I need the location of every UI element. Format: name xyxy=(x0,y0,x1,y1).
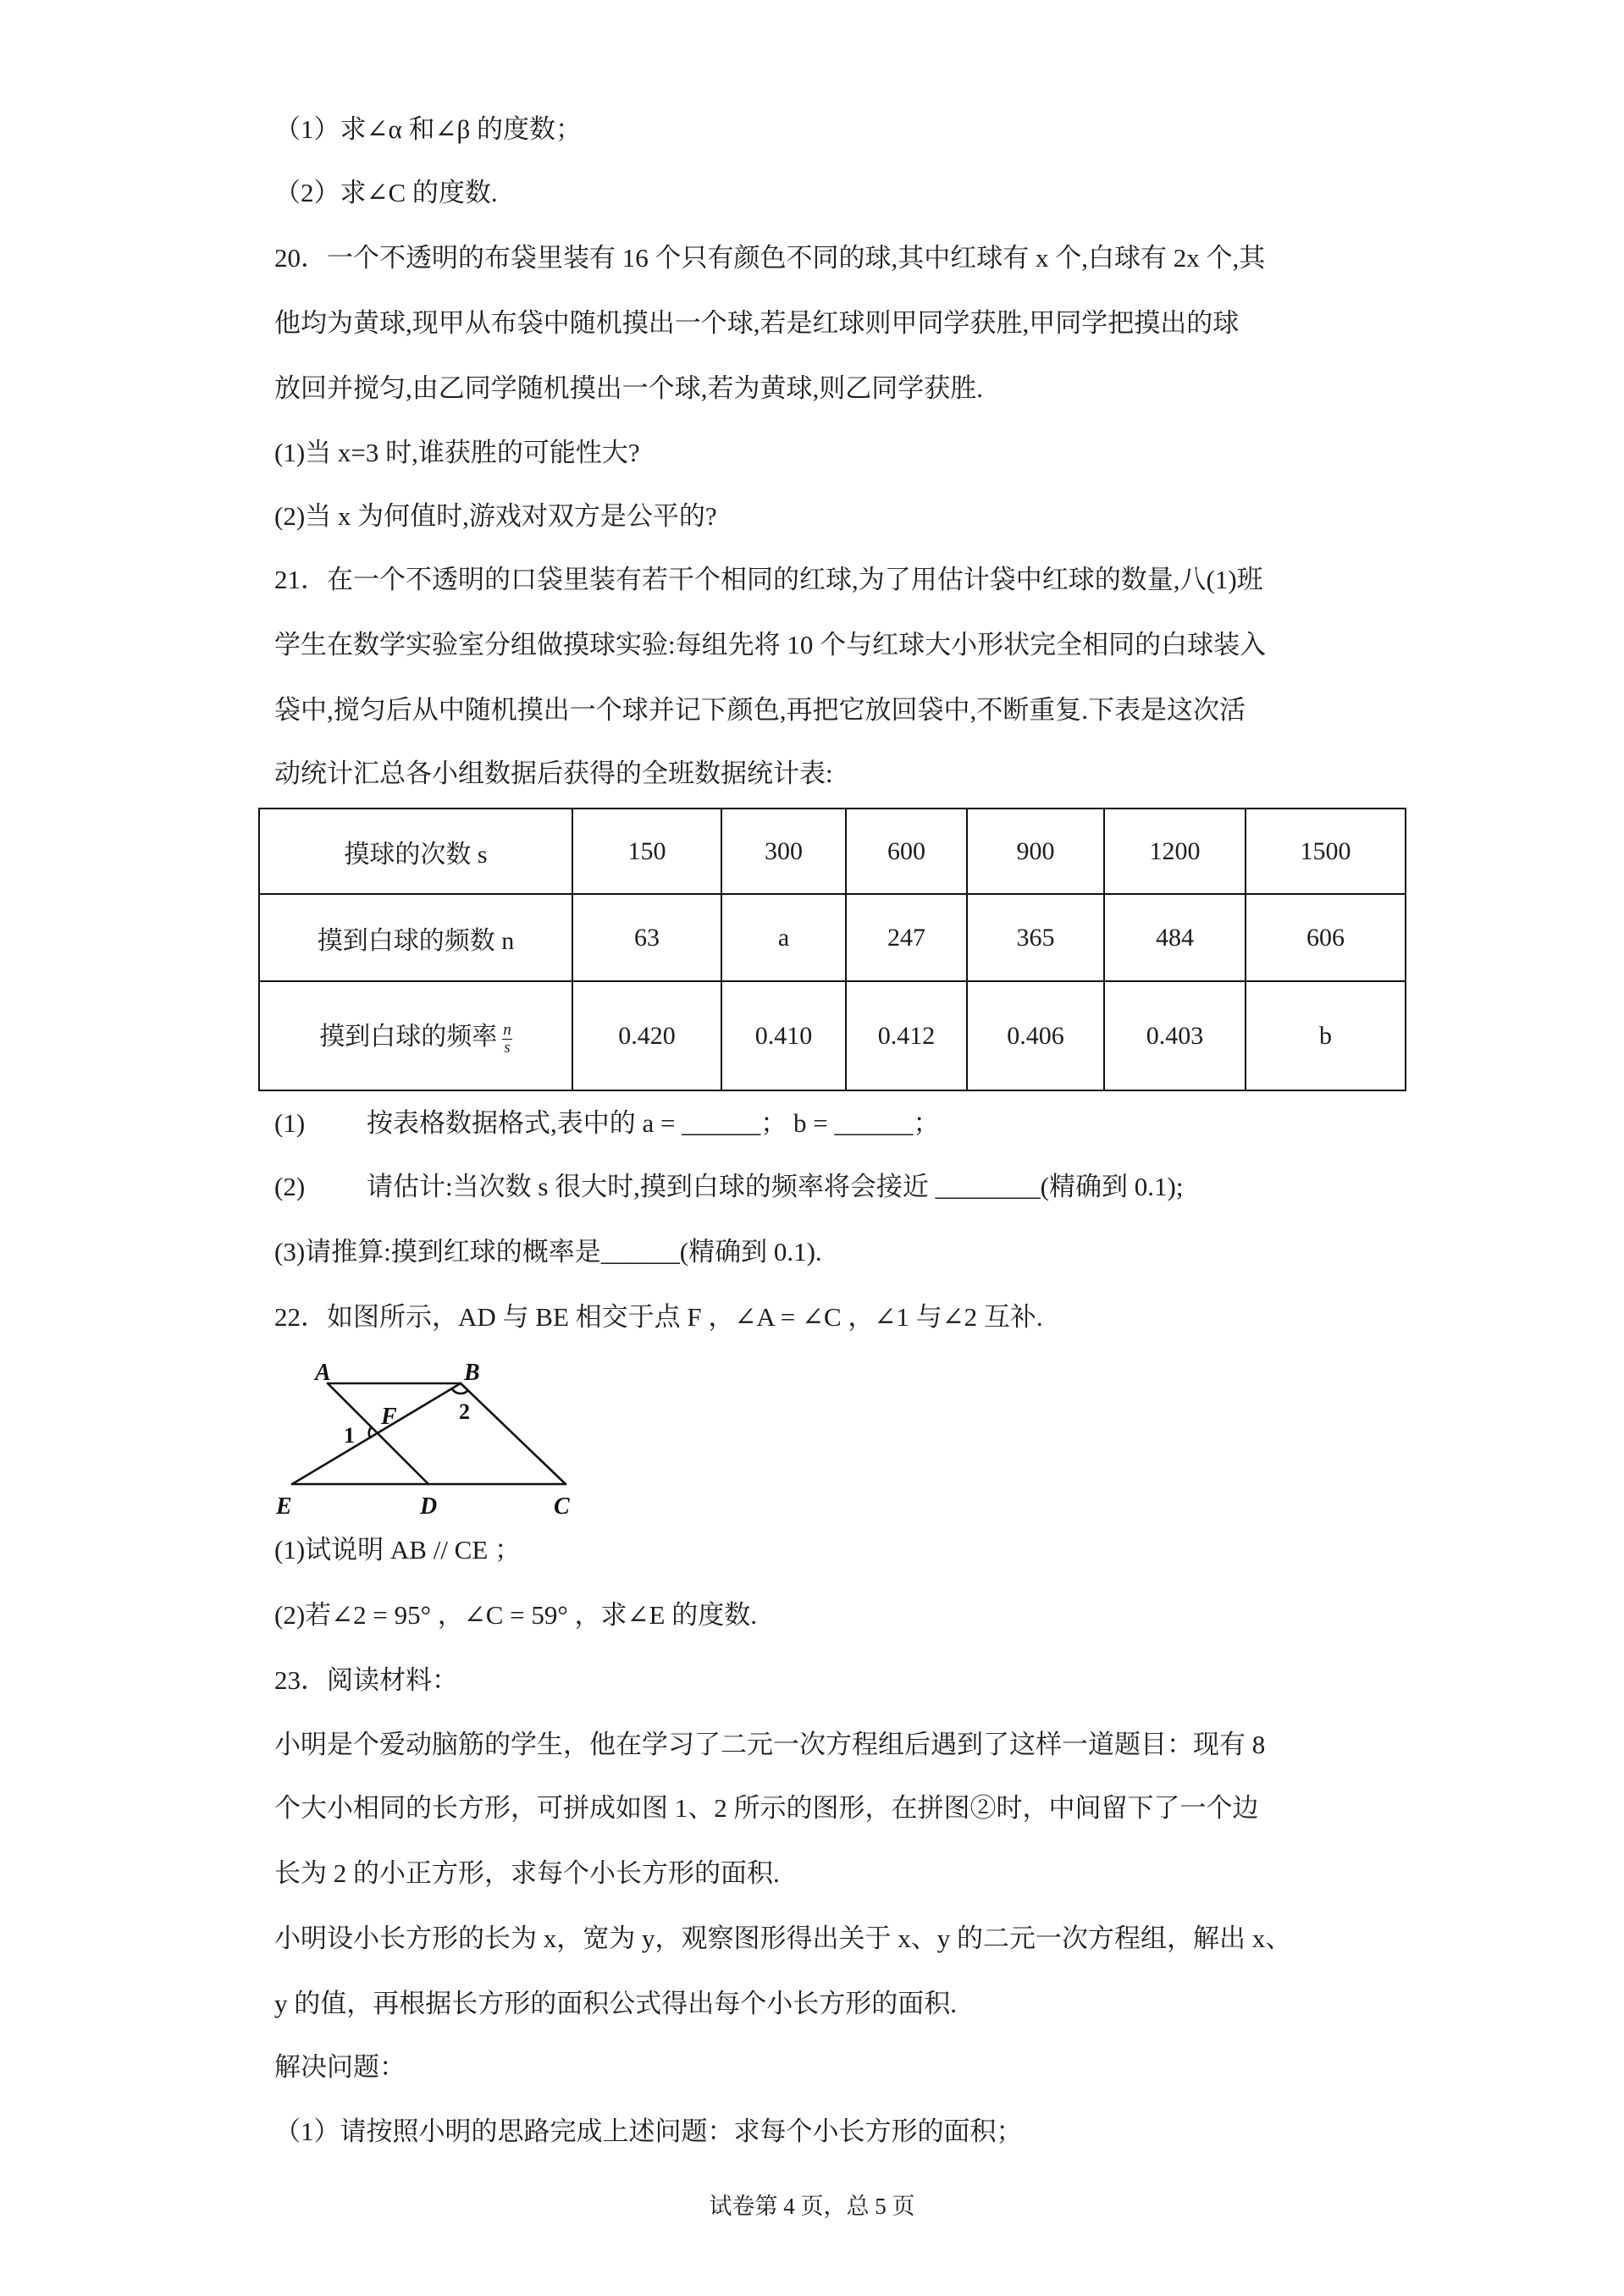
q23-material-line: y 的值，再根据长方形的面积公式得出每个小长方形的面积. xyxy=(274,1989,957,2018)
table-cell: 606 xyxy=(1246,894,1406,981)
q21-stem-line: 21．在一个不透明的口袋里装有若干个相同的红球,为了用估计袋中红球的数量,八(1)班 xyxy=(274,565,1263,594)
q20-stem-line: 放回并搅匀,由乙同学随机摸出一个球,若为黄球,则乙同学获胜. xyxy=(274,373,983,403)
q23-sub1: （1）请按照小明的思路完成上述问题：求每个小长方形的面积； xyxy=(274,2117,1023,2146)
point-label-F: F xyxy=(381,1404,397,1430)
q23-material-line: 个大小相同的长方形，可拼成如图 1、2 所示的图形，在拼图②时，中间留下了一个边 xyxy=(274,1793,1259,1823)
q21-sub2-number: (2) xyxy=(274,1172,306,1201)
table-cell: 0.406 xyxy=(967,981,1104,1090)
table-row xyxy=(259,981,1406,1090)
q23-title: 23．阅读材料： xyxy=(274,1665,458,1695)
table-cell: 0.420 xyxy=(572,981,721,1090)
table-cell: 0.403 xyxy=(1104,981,1246,1090)
q21-sub1-number: (1) xyxy=(274,1108,306,1138)
table-cell: a xyxy=(721,894,846,981)
row-header: 摸球的次数 s xyxy=(259,809,572,894)
q21-sub2-text: 请估计:当次数 s 很大时,摸到白球的频率将会接近 ________(精确到 0.1); xyxy=(367,1172,1184,1201)
point-label-B: B xyxy=(464,1360,480,1386)
angle-label-1: 1 xyxy=(344,1423,355,1448)
row-header-label: 摸到白球的频率 xyxy=(319,1023,498,1051)
point-label-A: A xyxy=(315,1360,331,1386)
q21-stem-line: 袋中,搅匀后从中随机摸出一个球并记下颜色,再把它放回袋中,不断重复.下表是这次活 xyxy=(274,695,1246,725)
q23-material-line: 小明设小长方形的长为 x，宽为 y，观察图形得出关于 x、y 的二元一次方程组，解出 x、 xyxy=(274,1923,1292,1953)
q23-material-line: 小明是个爱动脑筋的学生，他在学习了二元一次方程组后遇到了这样一道题目：现有 8 xyxy=(274,1730,1266,1759)
segment-BC xyxy=(461,1383,566,1484)
table-row xyxy=(259,809,1406,894)
table-cell: b xyxy=(1246,981,1406,1090)
table-cell: 1500 xyxy=(1246,809,1406,894)
table-cell: 0.412 xyxy=(846,981,967,1090)
q23-material-line: 长为 2 的小正方形，求每个小长方形的面积. xyxy=(274,1858,780,1888)
table-cell: 484 xyxy=(1104,894,1246,981)
fraction-n-over-s xyxy=(502,1022,511,1057)
table-cell: 63 xyxy=(572,894,721,981)
q20-sub2: (2)当 x 为何值时,游戏对双方是公平的? xyxy=(274,501,717,531)
row-header: 摸到白球的频数 n xyxy=(259,894,572,981)
q22-sub2: (2)若∠2 = 95° ，∠C = 59° ，求∠E 的度数. xyxy=(274,1600,757,1630)
statistics-table xyxy=(258,808,1406,1091)
q22-stem: 22．如图所示，AD 与 BE 相交于点 F ，∠A = ∠C ，∠1 与∠2 互补. xyxy=(274,1302,1043,1332)
row-header xyxy=(259,981,572,1090)
q21-stem-line: 学生在数学实验室分组做摸球实验:每组先将 10 个与红球大小形状完全相同的白球装入 xyxy=(274,630,1267,660)
q21-stem-line: 动统计汇总各小组数据后获得的全班数据统计表: xyxy=(274,759,833,788)
table-cell: 1200 xyxy=(1104,809,1246,894)
table-row xyxy=(259,894,1406,981)
q20-sub1: (1)当 x=3 时,谁获胜的可能性大? xyxy=(274,438,640,467)
segment-BE xyxy=(292,1383,461,1484)
point-label-D: D xyxy=(420,1493,438,1520)
q23-task-title: 解决问题： xyxy=(274,2052,406,2082)
q21-sub1-text: 按表格数据格式,表中的 a = ______； b = ______； xyxy=(367,1108,940,1138)
table-cell: 0.410 xyxy=(721,981,846,1090)
table-cell: 900 xyxy=(967,809,1104,894)
q22-sub1: (1)试说明 AB // CE ； xyxy=(274,1535,522,1565)
point-label-E: E xyxy=(276,1493,292,1520)
q20-stem-line: 他均为黄球,现甲从布袋中随机摸出一个球,若是红球则甲同学获胜,甲同学把摸出的球 xyxy=(274,308,1240,338)
fraction-denominator: s xyxy=(504,1038,511,1057)
q19-part2: （2）求∠C 的度数. xyxy=(274,178,498,207)
table-cell: 150 xyxy=(572,809,721,894)
q21-sub3: (3)请推算:摸到红球的概率是______(精确到 0.1). xyxy=(274,1237,822,1267)
q19-part1: （1）求∠α 和∠β 的度数； xyxy=(274,114,582,144)
q20-stem-line: 20．一个不透明的布袋里装有 16 个只有颜色不同的球,其中红球有 x 个,白球有 2x 个,其 xyxy=(274,243,1266,273)
angle-label-2: 2 xyxy=(459,1399,470,1424)
page-footer: 试卷第 4 页，总 5 页 xyxy=(709,2194,915,2219)
table-cell: 365 xyxy=(967,894,1104,981)
table-cell: 247 xyxy=(846,894,967,981)
geometry-figure xyxy=(271,1346,593,1524)
point-label-C: C xyxy=(554,1493,570,1520)
table-cell: 300 xyxy=(721,809,846,894)
table-cell: 600 xyxy=(846,809,967,894)
fraction-numerator: n xyxy=(503,1020,511,1039)
